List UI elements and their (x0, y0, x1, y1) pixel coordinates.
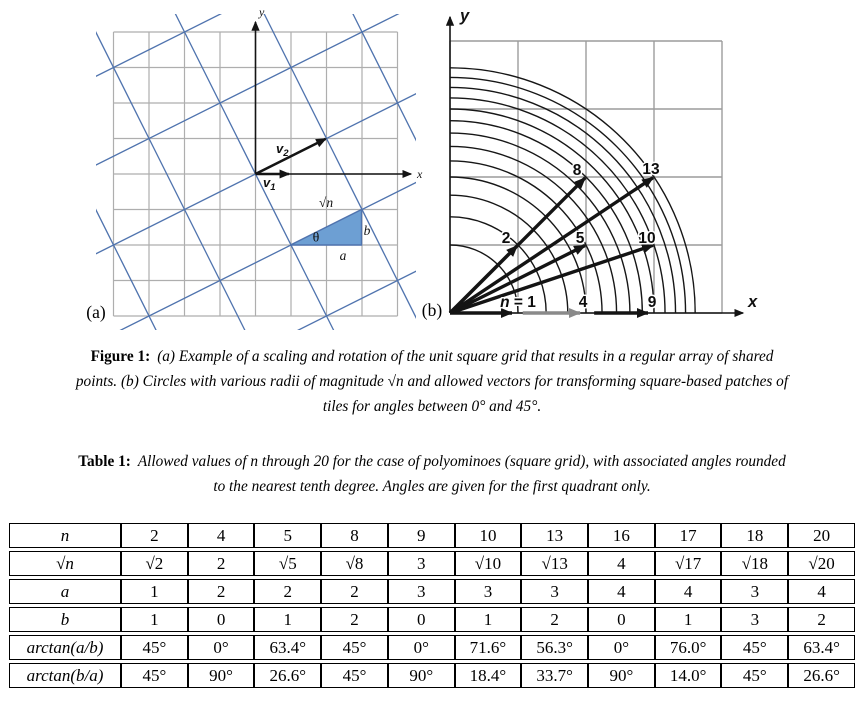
value-cell: 2 (254, 579, 321, 604)
vector-v2-label: $v_2$ (276, 141, 289, 159)
x-axis-label: x (417, 167, 423, 181)
panel-b-label: (b) (421, 300, 443, 320)
caption-text: (a) Example of a scaling and rotation of the unit square grid that results in a regular array of shared (157, 348, 774, 365)
value-cell: 3 (388, 551, 455, 576)
value-cell: 16 (588, 523, 655, 548)
value-cell: 4 (588, 551, 655, 576)
value-cell: 0° (388, 635, 455, 660)
table-caption-line-1 (0, 449, 864, 474)
figure-caption-line-2 (0, 369, 864, 394)
theta-label: θ (312, 230, 320, 246)
row-label-cell: a (9, 579, 121, 604)
value-cell: 45° (121, 663, 188, 688)
table-row (9, 579, 855, 604)
value-cell: 1 (455, 607, 522, 632)
value-cell: 45° (721, 635, 788, 660)
table-caption-line-2 (0, 474, 864, 499)
vector-n-label: 4 (578, 294, 588, 311)
value-cell: 4 (588, 579, 655, 604)
table-number: Table 1: (78, 453, 131, 470)
value-cell: 2 (521, 607, 588, 632)
value-cell: 26.6° (788, 663, 855, 688)
value-cell: 45° (721, 663, 788, 688)
panel-b (422, 7, 758, 320)
value-cell: 3 (721, 607, 788, 632)
value-cell: 3 (721, 579, 788, 604)
value-cell: 33.7° (521, 663, 588, 688)
value-cell: 5 (254, 523, 321, 548)
caption-text: Allowed values of n through 20 for the case of polyominoes (square grid), with associated angles rounded (137, 453, 786, 470)
y-axis-label: y (460, 7, 470, 25)
value-cell: √17 (655, 551, 722, 576)
value-cell: 45° (321, 663, 388, 688)
rotated-grid-line (0, 0, 519, 258)
table-row (9, 551, 855, 576)
vector-n-label: 5 (575, 230, 585, 247)
value-cell: 90° (588, 663, 655, 688)
value-cell: √10 (455, 551, 522, 576)
side-a-label: a (339, 248, 347, 263)
value-cell: 2 (321, 607, 388, 632)
vector-n-label: 13 (642, 161, 660, 178)
vector-arrow (450, 245, 653, 313)
value-cell: 45° (321, 635, 388, 660)
value-cell: 4 (655, 579, 722, 604)
value-cell: 1 (655, 607, 722, 632)
value-cell: 1 (254, 607, 321, 632)
value-cell: 3 (455, 579, 522, 604)
figure-number: Figure 1: (90, 348, 151, 365)
rotated-grid-line (31, 0, 349, 340)
value-cell: 18.4° (455, 663, 522, 688)
vector-v1-label: $v_1$ (263, 175, 276, 193)
value-cell: 4 (788, 579, 855, 604)
value-cell: 1 (121, 579, 188, 604)
value-cell: √18 (721, 551, 788, 576)
figure-caption (0, 344, 864, 419)
caption-text: points. (b) Circles with various radii of magnitude √n and allowed vectors for transforming square-based patches of (75, 373, 789, 390)
row-label-cell: arctan(a/b) (9, 635, 121, 660)
value-cell: 1 (121, 607, 188, 632)
value-cell: √5 (254, 551, 321, 576)
table-row (9, 607, 855, 632)
value-cell: 56.3° (521, 635, 588, 660)
rotated-grid-line (0, 0, 206, 340)
value-cell: 14.0° (655, 663, 722, 688)
value-cell: 9 (388, 523, 455, 548)
value-cell: √20 (788, 551, 855, 576)
hypotenuse-label: √n (318, 195, 334, 210)
value-cell: 90° (188, 663, 255, 688)
rotated-grid-line (0, 0, 484, 187)
value-cell: 3 (521, 579, 588, 604)
rotated-grid-line (0, 0, 277, 340)
table-row (9, 635, 855, 660)
table-caption (0, 449, 864, 499)
rotated-grid-line (0, 0, 448, 116)
vector-n-label: 9 (647, 294, 657, 311)
value-cell: 2 (188, 551, 255, 576)
value-cell: 76.0° (655, 635, 722, 660)
value-cell: 45° (121, 635, 188, 660)
value-cell: 10 (455, 523, 522, 548)
x-axis-label: x (748, 293, 758, 311)
value-cell: √13 (521, 551, 588, 576)
value-cell: √8 (321, 551, 388, 576)
allowed-values-table (9, 520, 855, 691)
value-cell: 63.4° (254, 635, 321, 660)
figure-caption-line-3 (0, 394, 864, 419)
panel-a-label: (a) (86, 302, 106, 322)
value-cell: 71.6° (455, 635, 522, 660)
vector-n-label: 2 (501, 230, 511, 247)
table-row (9, 523, 855, 548)
figure-caption-line-1 (0, 344, 864, 369)
value-cell: 0° (588, 635, 655, 660)
value-cell: 63.4° (788, 635, 855, 660)
value-cell: 4 (188, 523, 255, 548)
value-cell: 20 (788, 523, 855, 548)
vector-n-label: n = 1 (500, 294, 536, 311)
row-label-cell: b (9, 607, 121, 632)
vector-n-label: 10 (638, 230, 656, 247)
value-cell: 90° (388, 663, 455, 688)
value-cell: √2 (121, 551, 188, 576)
row-label-cell: arctan(b/a) (9, 663, 121, 688)
value-cell: 0 (388, 607, 455, 632)
value-cell: 18 (721, 523, 788, 548)
figure-1-graphic (0, 0, 864, 340)
y-axis-label: y (259, 5, 265, 19)
caption-text: tiles for angles between 0° and 45°. (322, 398, 542, 415)
value-cell: 8 (321, 523, 388, 548)
value-cell: 13 (521, 523, 588, 548)
allowed-values-table-body (9, 523, 855, 688)
value-cell: 2 (788, 607, 855, 632)
value-cell: 2 (121, 523, 188, 548)
value-cell: 0 (588, 607, 655, 632)
value-cell: 2 (321, 579, 388, 604)
caption-text: to the nearest tenth degree. Angles are given for the first quadrant only. (213, 478, 651, 495)
value-cell: 26.6° (254, 663, 321, 688)
vector-n-label: 8 (572, 162, 582, 179)
row-label-cell: n (9, 523, 121, 548)
value-cell: 0 (188, 607, 255, 632)
value-cell: 3 (388, 579, 455, 604)
side-b-label: b (363, 223, 371, 238)
value-cell: 2 (188, 579, 255, 604)
row-label-cell: √n (9, 551, 121, 576)
table-row (9, 663, 855, 688)
value-cell: 17 (655, 523, 722, 548)
value-cell: 0° (188, 635, 255, 660)
